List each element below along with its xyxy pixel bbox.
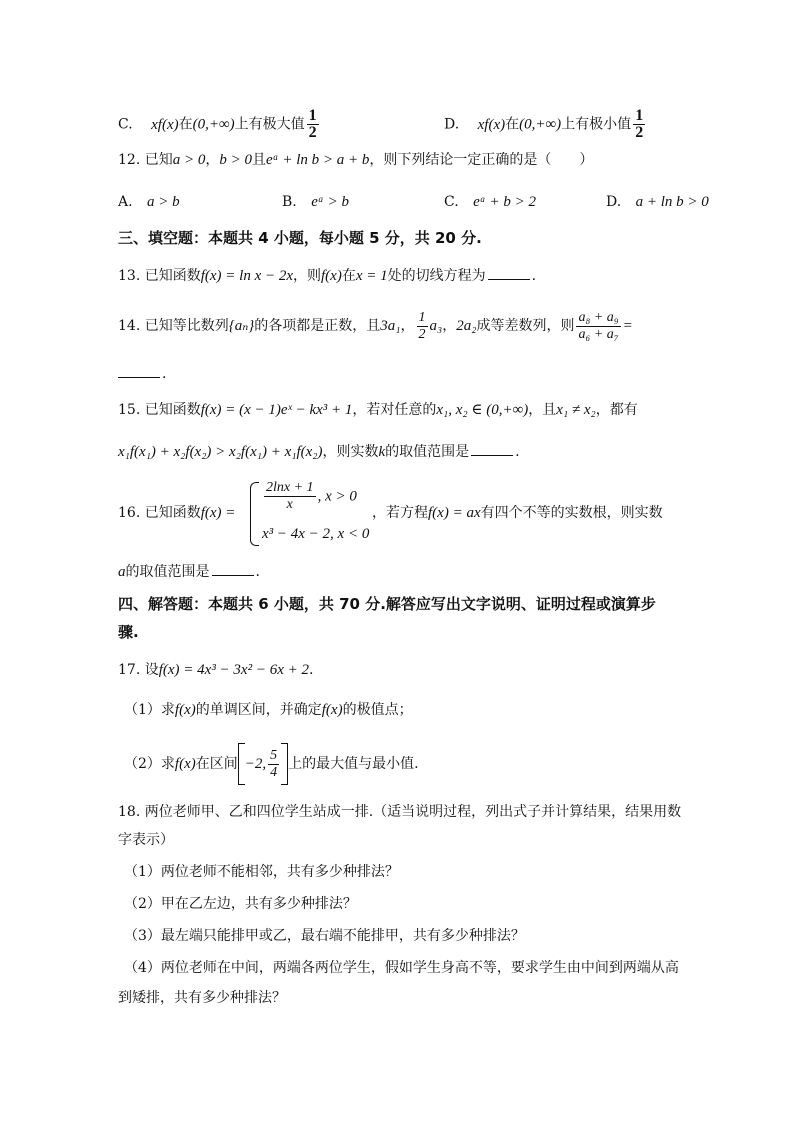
q15-line1 [118, 400, 638, 420]
text: 在 [341, 268, 356, 284]
numerator: 1 [308, 107, 317, 124]
option-label: A. [118, 194, 133, 210]
option-label: C. [118, 116, 133, 133]
text: . [309, 662, 314, 678]
numerator: 1 [635, 107, 644, 124]
q17-part2 [124, 742, 419, 786]
fraction-one-half [307, 108, 319, 141]
q11-option-c [118, 108, 321, 141]
denominator: x [286, 497, 293, 512]
math-expr: xf(x) [151, 116, 179, 133]
answer-blank [212, 563, 254, 576]
q17-part1 [124, 700, 413, 720]
text: . [255, 564, 260, 580]
q13 [118, 266, 536, 286]
text: 上有极小值 [561, 116, 632, 133]
text: 在区间 [195, 756, 238, 772]
text: 的各项都是正数，且 [254, 318, 381, 334]
text: ，若方程 [372, 505, 428, 521]
q16-line2 [118, 562, 260, 582]
math: x₁, x₂ ∈ (0,+∞) [436, 402, 529, 418]
q16-piece-2 [262, 524, 369, 544]
section-4-heading-line1: 四、解答题：本题共 6 小题，共 70 分.解答应写出文字说明、证明过程或演算步 [118, 595, 656, 613]
option-label: C. [444, 194, 459, 210]
text: ，且 [528, 402, 557, 418]
text: . [162, 366, 167, 382]
math: 3a₁ [380, 318, 401, 334]
denominator: 2 [308, 124, 317, 141]
math: x³ − 4x − 2, x < 0 [262, 526, 370, 542]
text: . [515, 444, 520, 460]
denominator: 2 [418, 326, 426, 342]
math: x₁ ≠ x₂ [556, 402, 596, 418]
math: a > b [147, 194, 180, 210]
fraction-one-half [417, 310, 428, 343]
math: eᵃ + b > 2 [473, 194, 537, 210]
math-interval: (0,+∞) [519, 116, 562, 133]
text: 且 [251, 152, 266, 168]
text: 处的切线方程为 [387, 268, 486, 284]
left-bracket [238, 743, 245, 785]
option-label: D. [606, 194, 622, 210]
option-label: B. [282, 194, 297, 210]
text: 12. 已知 [118, 152, 173, 168]
text: 14. 已知等比数列 [118, 318, 229, 334]
text: 的极值点； [342, 702, 413, 718]
q15-line2 [118, 442, 520, 462]
math: = [622, 318, 633, 334]
text: 16. 已知函数 [118, 505, 201, 521]
text: 成等差数列，则 [476, 318, 575, 334]
q14 [118, 308, 633, 344]
q14-blank-line [118, 364, 166, 384]
math: x₁f(x₁) + x₂f(x₂) > x₂f(x₁) + x₁f(x₂) [118, 444, 323, 460]
numerator: a₈ + a₉ [578, 309, 619, 325]
math: a + ln b > 0 [635, 194, 709, 210]
math: a > 0 [172, 152, 206, 168]
fraction-ratio [576, 310, 620, 343]
q16-rest [372, 503, 663, 523]
math: f(x) = [200, 505, 236, 521]
text: 在 [505, 116, 520, 133]
q12-option-b [282, 192, 349, 212]
math: 2a₂ [456, 318, 477, 334]
fraction-one-half [633, 108, 645, 141]
denominator: a₆ + a₇ [578, 326, 619, 342]
math: eᵃ > b [311, 194, 349, 210]
piecewise-brace [250, 482, 259, 546]
math: f(x) = ax [428, 505, 481, 521]
fraction-five-fourths [268, 748, 279, 781]
math: f(x) = ln x − 2x [200, 268, 294, 284]
q18-part1: （1）两位老师不能相邻，共有多少种排法？ [124, 864, 399, 880]
text: 17. 设 [118, 662, 159, 678]
math: k [378, 444, 386, 460]
text: 上有极大值 [234, 116, 305, 133]
q17 [118, 660, 313, 680]
math-interval: (0,+∞) [192, 116, 235, 133]
math: f(x) [321, 702, 343, 718]
text: 在 [178, 116, 193, 133]
answer-blank [471, 443, 513, 456]
q16-lead [118, 503, 235, 523]
math: a₃ [429, 318, 443, 334]
text: （2）求 [124, 756, 175, 772]
text: ，则下列结论一定正确的是（ ） [369, 152, 594, 168]
text: 上的最大值与最小值. [288, 756, 419, 772]
text: ，则实数 [322, 444, 379, 460]
math: f(x) [174, 702, 196, 718]
denominator: 4 [270, 764, 278, 780]
text: 的取值范围是 [125, 564, 210, 580]
math: a [118, 564, 126, 580]
numerator: 5 [270, 747, 278, 763]
text: （1）求 [124, 702, 175, 718]
q12-option-c [444, 192, 536, 212]
text: 15. 已知函数 [118, 402, 201, 418]
math-expr: xf(x) [477, 116, 506, 133]
math: eᵃ + ln b > a + b [265, 152, 370, 168]
text: 有四个不等的实数根，则实数 [480, 505, 663, 521]
math: {aₙ} [228, 318, 255, 334]
q18-part3: （3）最左端只能排甲或乙，最右端不能排甲，共有多少种排法？ [124, 928, 525, 944]
fraction-2lnx-plus-1-over-x [264, 480, 316, 513]
denominator: 2 [635, 124, 644, 141]
q18-line1: 18. 两位老师甲、乙和四位学生站成一排.（适当说明过程，列出式子并计算结果，结果用数 [118, 804, 682, 820]
math: , x > 0 [317, 488, 357, 505]
text: ，则 [293, 268, 322, 284]
q18-part2: （2）甲在乙左边，共有多少种排法？ [124, 896, 357, 912]
q12-stem [118, 150, 593, 170]
q18-part4-line1: （4）两位老师在中间，两端各两位学生，假如学生身高不等，要求学生由中间到两端从高 [124, 960, 679, 976]
text: 的单调区间，并确定 [195, 702, 322, 718]
math: f(x) [174, 756, 196, 772]
section-4-heading-line2: 骤. [118, 623, 139, 641]
math: f(x) = (x − 1)eˣ − kx³ + 1 [200, 402, 353, 418]
q11-option-d [444, 108, 647, 141]
q18-line2: 字表示） [118, 832, 174, 848]
text: ，都有 [595, 402, 638, 418]
q18-part4-line2: 到矮排，共有多少种排法？ [118, 990, 286, 1006]
answer-blank [488, 267, 530, 280]
text: . [531, 268, 537, 284]
text: ，若对任意的 [352, 402, 437, 418]
math: x = 1 [355, 268, 388, 284]
math: b > 0 [219, 152, 252, 168]
q12-option-d [606, 192, 709, 212]
text: 13. 已知函数 [118, 268, 201, 284]
section-3-heading: 三、填空题：本题共 4 小题，每小题 5 分，共 20 分. [118, 229, 482, 247]
q16-piece-1 [262, 480, 357, 513]
text: ， [442, 318, 457, 334]
option-label: D. [444, 116, 460, 133]
math: f(x) = 4x³ − 3x² − 6x + 2 [158, 662, 309, 678]
math: −2, [244, 756, 267, 772]
text: ， [205, 152, 220, 168]
numerator: 1 [418, 309, 426, 325]
text: ， [400, 318, 415, 334]
math: f(x) [321, 268, 342, 284]
answer-blank [118, 365, 160, 378]
numerator: 2lnx + 1 [266, 480, 314, 495]
q12-option-a [118, 192, 180, 212]
text: 的取值范围是 [385, 444, 470, 460]
